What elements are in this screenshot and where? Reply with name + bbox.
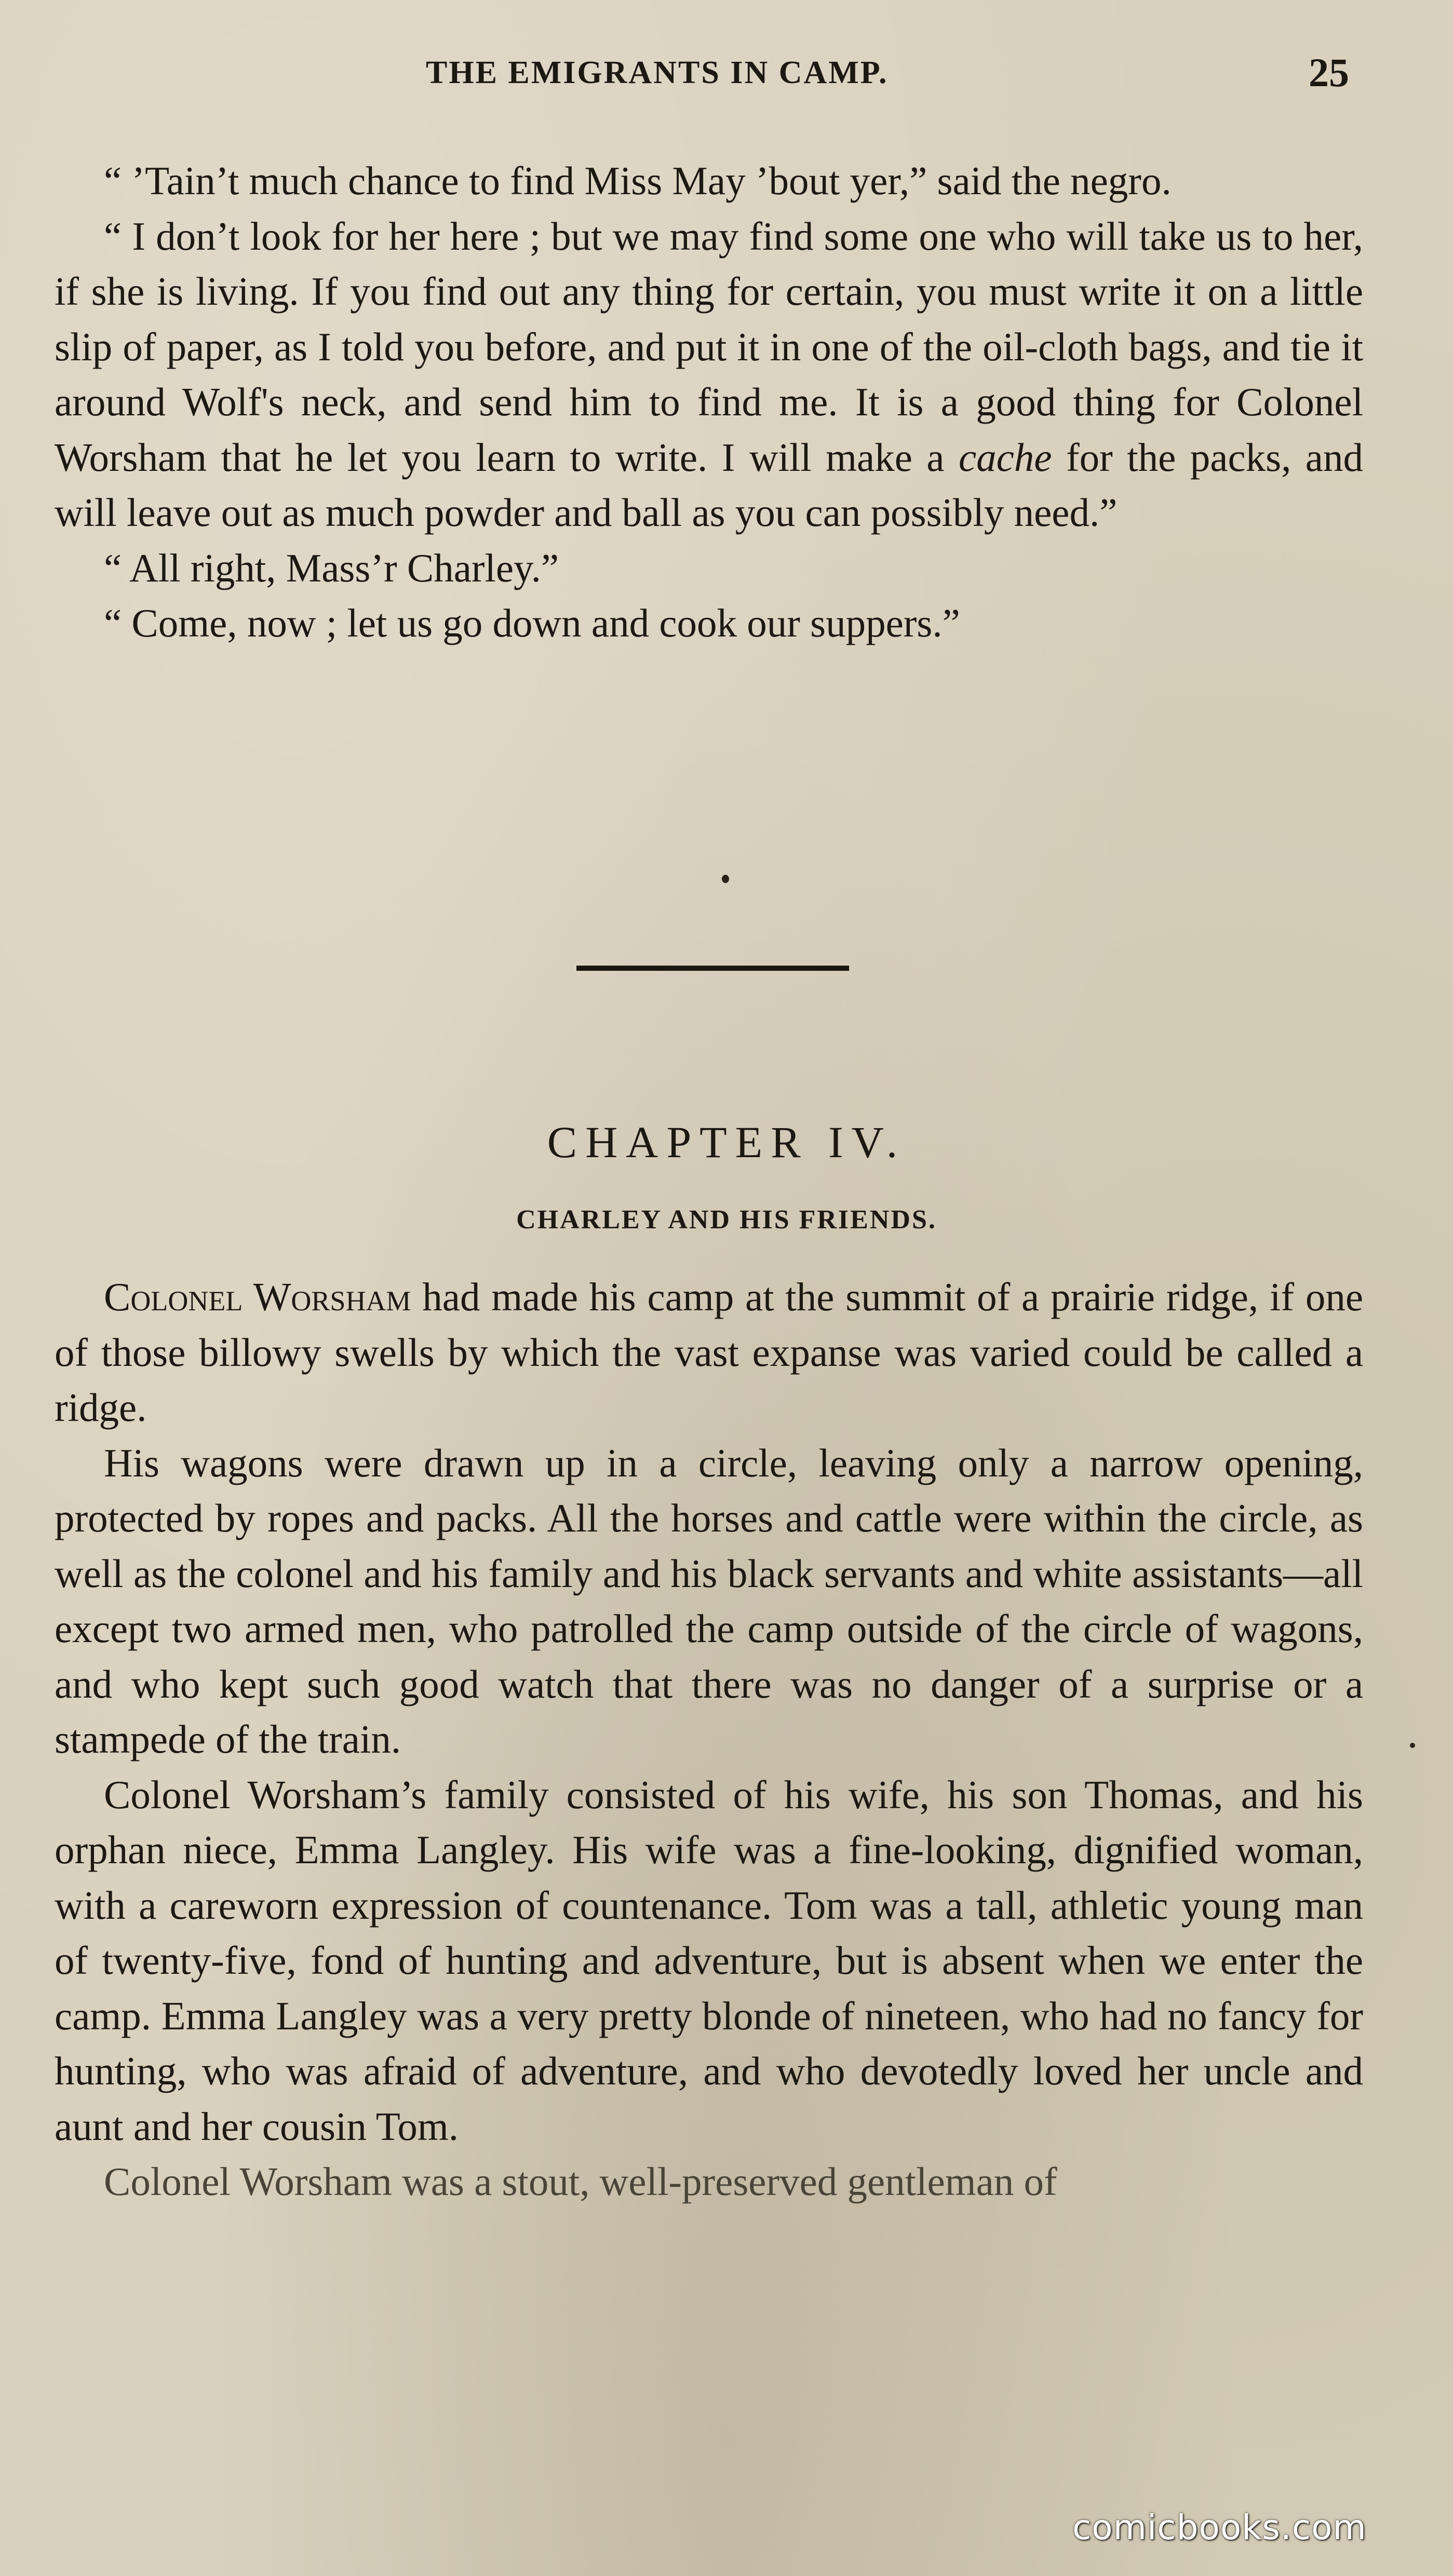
watermark: comicbooks.com — [1072, 2507, 1367, 2547]
paragraph: “ I don’t look for her here ; but we may find some one who will take us to her, if she is living. If you find out any thing for certain, you must write it on a little slip of paper, as I told you before, and put it in one of the oil-cloth bags, and tie it around Wolf's neck, and send him to find me. It is a good thing for Colonel Worsham that he let you learn to write. I will make a cache for the packs, and will leave out as much powder and ball as you can possibly need.” — [55, 213, 1363, 535]
italic-word: cache — [958, 435, 1052, 480]
paragraph: Colonel Worsham’s family consisted of his wife, his son Thomas, and his orphan niece, Emma Langley. His wife was a fine-looking, dignified woman, with a careworn expression of countenance. Tom was a tall, athletic young man of twenty-five, fond of hunting and adventure, but is absent when we enter the camp. Emma Langley was a very pretty blonde of nineteen, who had no fancy for hunting, who was afraid of adventure, and who devotedly loved her uncle and aunt and her cousin Tom. — [55, 1772, 1363, 2149]
chapter-title: CHAPTER IV. — [547, 1117, 906, 1167]
ink-speck — [1410, 1743, 1415, 1748]
chapter-subtitle: CHARLEY AND HIS FRIENDS. — [516, 1205, 937, 1235]
section-rule — [576, 966, 849, 971]
paragraph: “ ’Tain’t much chance to find Miss May ’bout yer,” said the negro. — [104, 158, 1172, 203]
paragraph: His wagons were drawn up in a circle, leaving only a narrow opening, protected by ropes and packs. All the horses and cattle were within the circle, as well as the colonel and his family and his black servants and white assistants—all except two armed men, who patrolled the camp outside of the circle of wagons, and who kept such good watch that there was no danger of a surprise or a stampede of the train. — [55, 1440, 1363, 1761]
paragraph: Colonel Worsham had made his camp at the summit of a prairie ridge, if one of those billowy swells by which the vast expanse was varied could be called a ridge. — [55, 1275, 1363, 1430]
paragraph: “ All right, Mass’r Charley.” — [104, 545, 559, 590]
chapter-body — [55, 1269, 1363, 2209]
lead-words: Colonel Worsham — [104, 1275, 411, 1319]
opening-dialogue — [55, 153, 1363, 651]
paragraph: Colonel Worsham was a stout, well-preserved gentleman of — [104, 2159, 1057, 2204]
ink-speck — [722, 875, 729, 883]
page-number: 25 — [1309, 50, 1349, 95]
paragraph: “ Come, now ; let us go down and cook our suppers.” — [104, 601, 960, 645]
running-head — [0, 49, 1453, 106]
running-title: THE EMIGRANTS IN CAMP. — [426, 55, 889, 90]
